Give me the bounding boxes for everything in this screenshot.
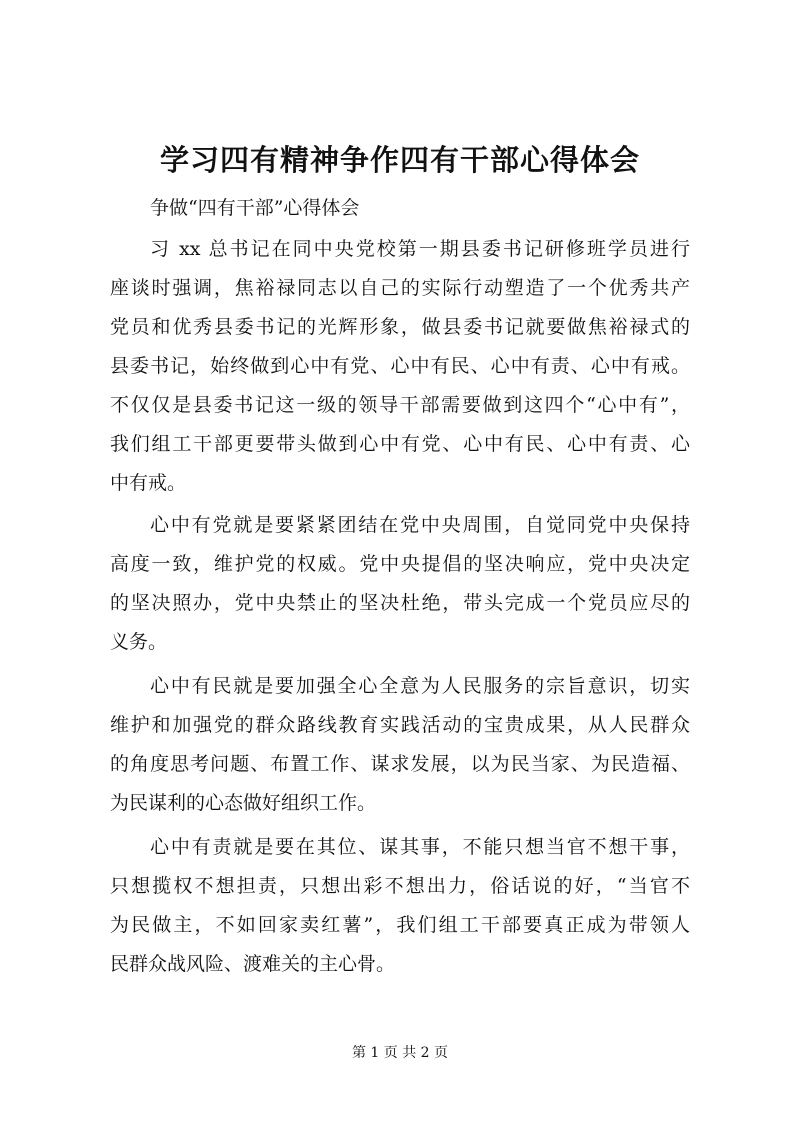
paragraph-4-line-2: 只想揽权不想担责，只想出彩不想出力，俗话说的好，“当官不 — [110, 875, 690, 897]
paragraph-2-line-3: 的坚决照办，党中央禁止的坚决杜绝，带头完成一个党员应尽的 — [110, 592, 690, 614]
document-subtitle: 争做“四有干部”心得体会 — [150, 197, 360, 219]
paragraph-3-line-3: 的角度思考问题、布置工作、谋求发展，以为民当家、为民造福、 — [110, 753, 690, 775]
paragraph-2-line-2: 高度一致，维护党的权威。党中央提倡的坚决响应，党中央决定 — [110, 553, 690, 575]
paragraph-4-line-3: 为民做主，不如回家卖红薯”，我们组工干部要真正成为带领人 — [110, 914, 690, 936]
page-footer: 第 1 页 共 2 页 — [351, 1045, 449, 1061]
paragraph-1-line-3: 党员和优秀县委书记的光辉形象，做县委书记就要做焦裕禄式的 — [110, 316, 690, 338]
paragraph-1-line-4: 县委书记，始终做到心中有党、心中有民、心中有责、心中有戒。 — [110, 355, 690, 377]
paragraph-3-line-2: 维护和加强党的群众路线教育实践活动的宝贵成果，从人民群众 — [110, 714, 690, 736]
paragraph-2-line-4: 义务。 — [110, 631, 168, 653]
paragraph-1-line-1: 习 xx 总书记在同中央党校第一期县委书记研修班学员进行 — [150, 238, 690, 260]
paragraph-4-line-4: 民群众战风险、渡难关的主心骨。 — [110, 953, 396, 975]
paragraph-1-line-6: 我们组工干部更要带头做到心中有党、心中有民、心中有责、心 — [110, 433, 690, 455]
paragraph-3-line-1: 心中有民就是要加强全心全意为人民服务的宗旨意识，切实 — [150, 675, 690, 697]
paragraph-1-line-5: 不仅仅是县委书记这一级的领导干部需要做到这四个“心中有”， — [110, 394, 690, 416]
paragraph-3-line-4: 为民谋利的心态做好组织工作。 — [110, 792, 377, 814]
paragraph-2-line-1: 心中有党就是要紧紧团结在党中央周围，自觉同党中央保持 — [150, 514, 690, 536]
paragraph-1-line-7: 中有戒。 — [110, 472, 187, 494]
paragraph-4-line-1: 心中有责就是要在其位、谋其事，不能只想当官不想干事， — [150, 836, 690, 858]
paragraph-1-line-2: 座谈时强调，焦裕禄同志以自己的实际行动塑造了一个优秀共产 — [110, 277, 690, 299]
document-title: 学习四有精神争作四有干部心得体会 — [159, 143, 640, 177]
